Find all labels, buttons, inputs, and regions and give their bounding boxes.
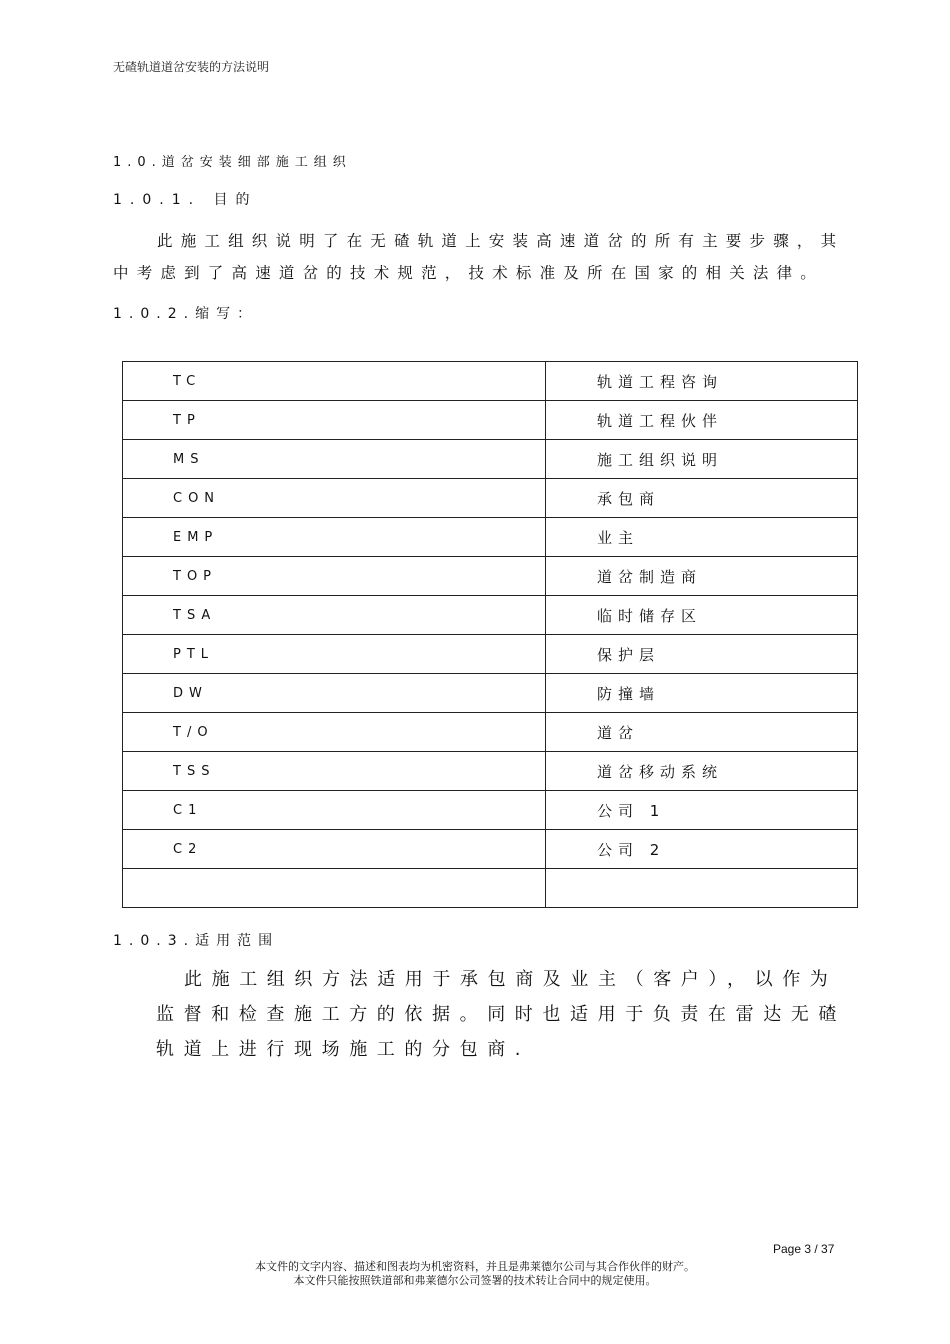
- abbr-cell: EMP: [123, 518, 546, 557]
- table-row: [123, 440, 858, 479]
- abbr-cell: C2: [123, 830, 546, 869]
- abbr-cell: TP: [123, 401, 546, 440]
- abbr-cell: TSA: [123, 596, 546, 635]
- meaning-cell: 轨道工程咨询: [546, 362, 858, 401]
- table-row: [123, 752, 858, 791]
- meaning-cell: 轨道工程伙伴: [546, 401, 858, 440]
- table-row: [123, 635, 858, 674]
- abbr-cell: TSS: [123, 752, 546, 791]
- section-heading-abbreviations: 1.0.2.缩写：: [113, 306, 259, 322]
- meaning-cell: 道岔: [546, 713, 858, 752]
- meaning-cell: [546, 869, 858, 908]
- meaning-cell: 承包商: [546, 479, 858, 518]
- table-row: [123, 362, 858, 401]
- table-row: [123, 791, 858, 830]
- table-row: [123, 479, 858, 518]
- abbr-cell: PTL: [123, 635, 546, 674]
- meaning-cell: 道岔制造商: [546, 557, 858, 596]
- abbr-cell: MS: [123, 440, 546, 479]
- table-row: [123, 674, 858, 713]
- table-row: [123, 518, 858, 557]
- meaning-cell: 道岔移动系统: [546, 752, 858, 791]
- table-row: [123, 596, 858, 635]
- confidentiality-notice-line1: 本文件的文字内容、描述和图表均为机密资料，并且是弗莱德尔公司与其合作伙伴的财产。: [255, 1260, 695, 1273]
- meaning-cell: 施工组织说明: [546, 440, 858, 479]
- section-heading-purpose: 1.0.1. 目的: [113, 192, 258, 208]
- abbreviations-table: [122, 361, 858, 908]
- purpose-paragraph: 此施工组织说明了在无碴轨道上安装高速道岔的所有主要步骤，其中考虑到了高速道岔的技术规范，技术标准及所在国家的相关法律。: [113, 232, 845, 282]
- section-heading-main: 1.0.道岔安装细部施工组织: [113, 155, 352, 170]
- confidentiality-notice-line2: 本文件只能按照铁道部和弗莱德尔公司签署的技术转让合同中的规定使用。: [293, 1274, 657, 1287]
- page-number: Page 3 / 37: [773, 1242, 835, 1256]
- meaning-cell: 业主: [546, 518, 858, 557]
- document-header-title: 无碴轨道道岔安装的方法说明: [113, 60, 270, 74]
- abbr-cell: TC: [123, 362, 546, 401]
- section-heading-scope: 1.0.3.适用范围: [113, 933, 280, 949]
- meaning-cell: 防撞墙: [546, 674, 858, 713]
- abbr-cell: CON: [123, 479, 546, 518]
- abbr-cell: TOP: [123, 557, 546, 596]
- scope-paragraph: 此施工组织方法适用于承包商及业主（客户），以作为监督和检查施工方的依据。同时也适用于负责在雷达无碴轨道上进行现场施工的分包商.: [156, 969, 846, 1060]
- table-row: [123, 869, 858, 908]
- abbr-cell: DW: [123, 674, 546, 713]
- meaning-cell: 保护层: [546, 635, 858, 674]
- table-row: [123, 401, 858, 440]
- table-row: [123, 830, 858, 869]
- meaning-cell: 临时储存区: [546, 596, 858, 635]
- meaning-cell: 公司 2: [546, 830, 858, 869]
- table-row: [123, 713, 858, 752]
- abbr-cell: [123, 869, 546, 908]
- table-row: [123, 557, 858, 596]
- meaning-cell: 公司 1: [546, 791, 858, 830]
- abbr-cell: T/O: [123, 713, 546, 752]
- abbr-cell: C1: [123, 791, 546, 830]
